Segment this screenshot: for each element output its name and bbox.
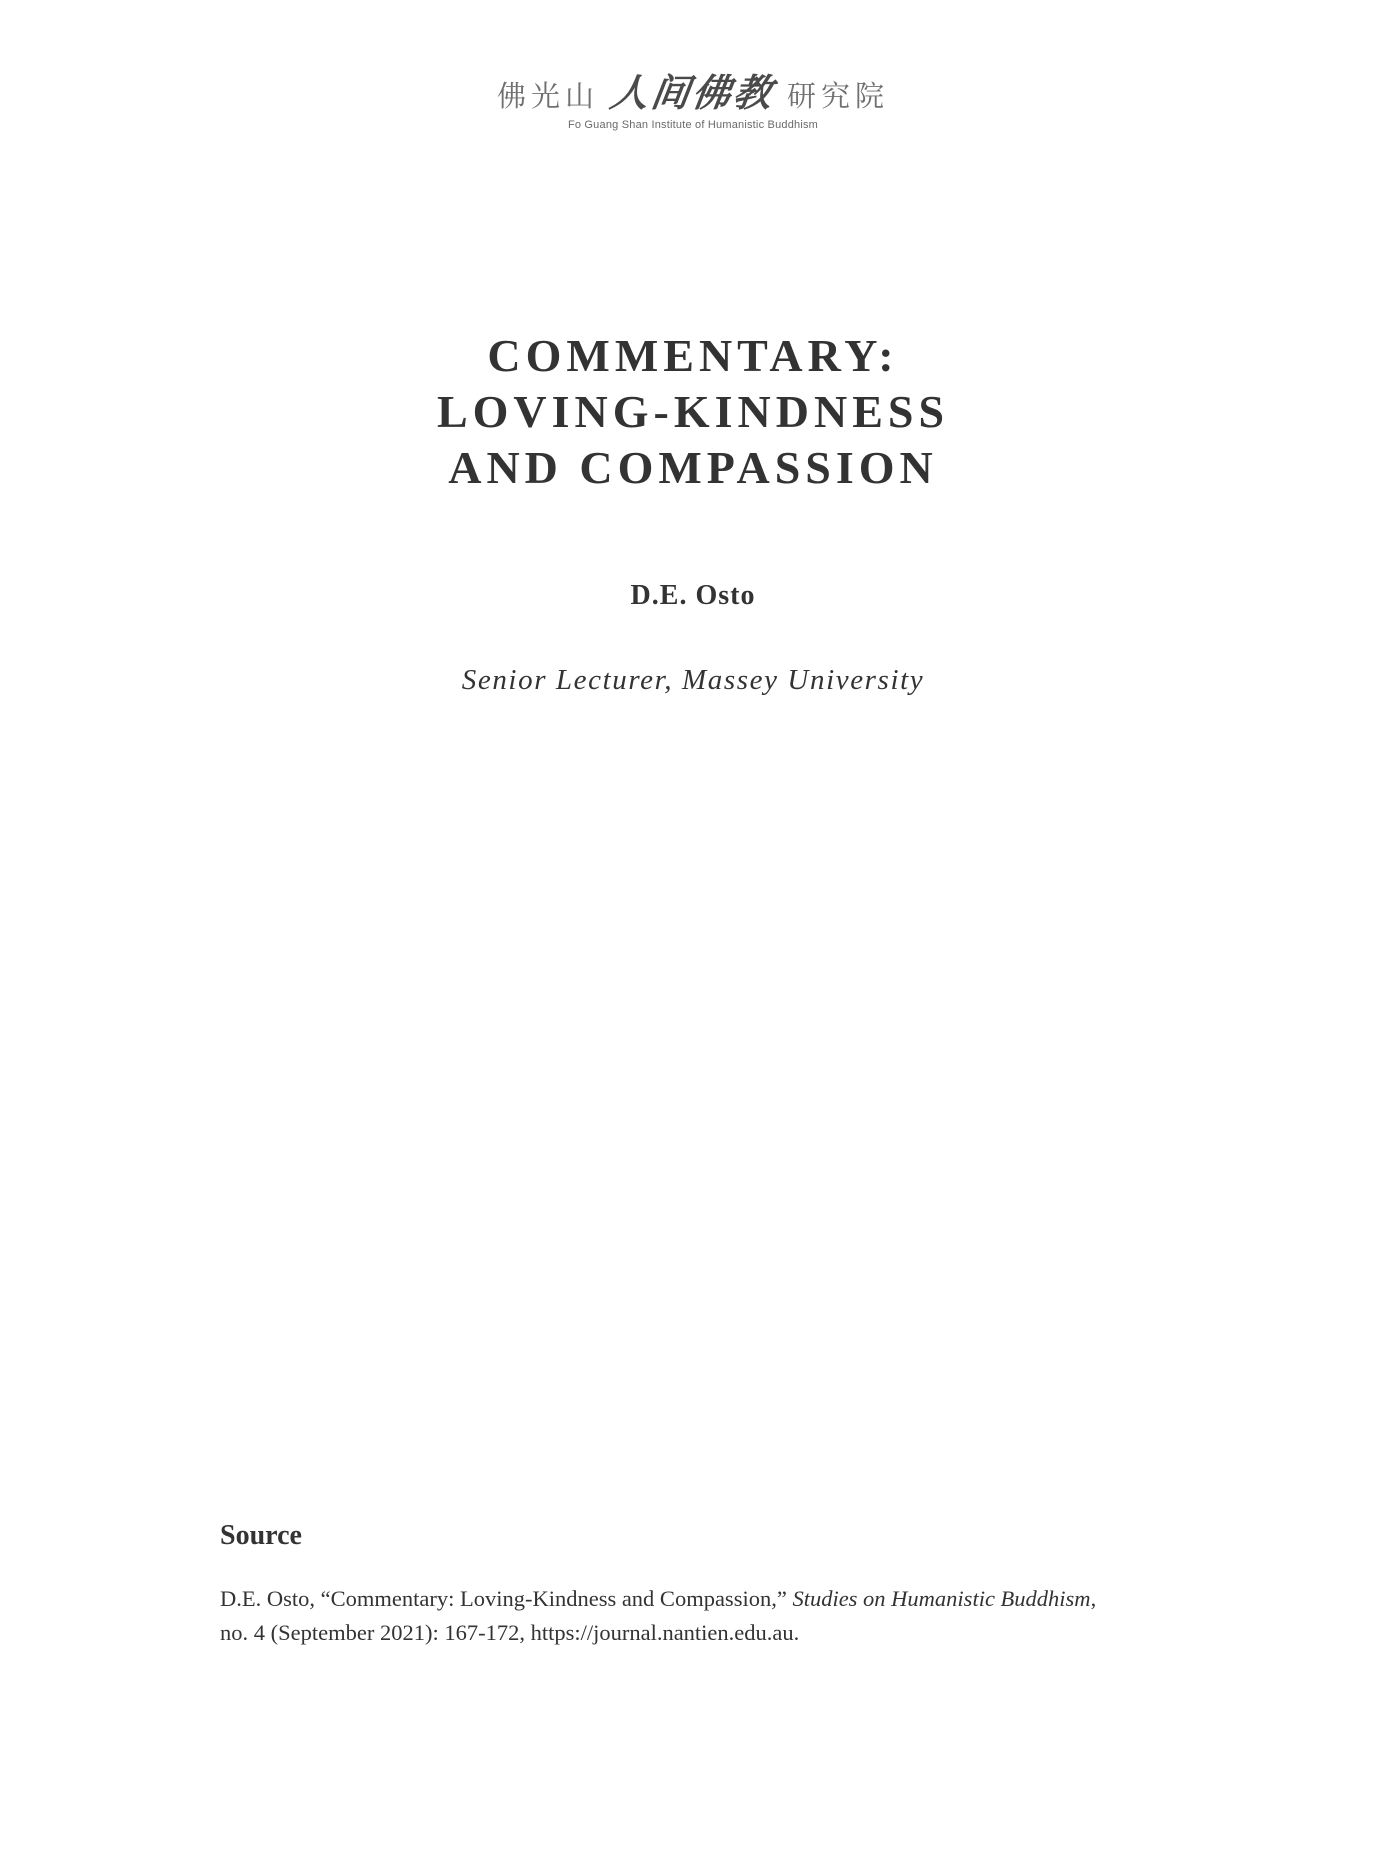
logo-text-right: 研究院 (787, 79, 890, 113)
author-name: D.E. Osto (630, 580, 756, 611)
source-heading: Source (220, 1520, 302, 1551)
logo-english: Fo Guang Shan Institute of Humanistic Buddhism (567, 119, 819, 131)
logo-text-brush: 人间佛教 (607, 70, 778, 115)
paper-title (0, 328, 1386, 496)
title-line-2: LOVING-KINDNESS (436, 386, 950, 437)
citation-comma: , (1090, 1586, 1097, 1611)
logo-text-left: 佛光山 (496, 79, 599, 113)
author-affiliation: Senior Lecturer, Massey University (461, 664, 925, 696)
citation-journal: Studies on Humanistic Buddhism (792, 1586, 1091, 1611)
citation-details: no. 4 (September 2021): 167-172, https://journal.nantien.edu.au. (220, 1620, 800, 1645)
citation-prefix: D.E. Osto, “Commentary: Loving-Kindness and Compassion,” (220, 1586, 787, 1611)
logo-chinese (497, 62, 889, 117)
institute-logo (0, 62, 1386, 131)
title-line-3: AND COMPASSION (448, 442, 938, 493)
source-citation (220, 1582, 1220, 1650)
title-line-1: COMMENTARY: (487, 330, 899, 381)
